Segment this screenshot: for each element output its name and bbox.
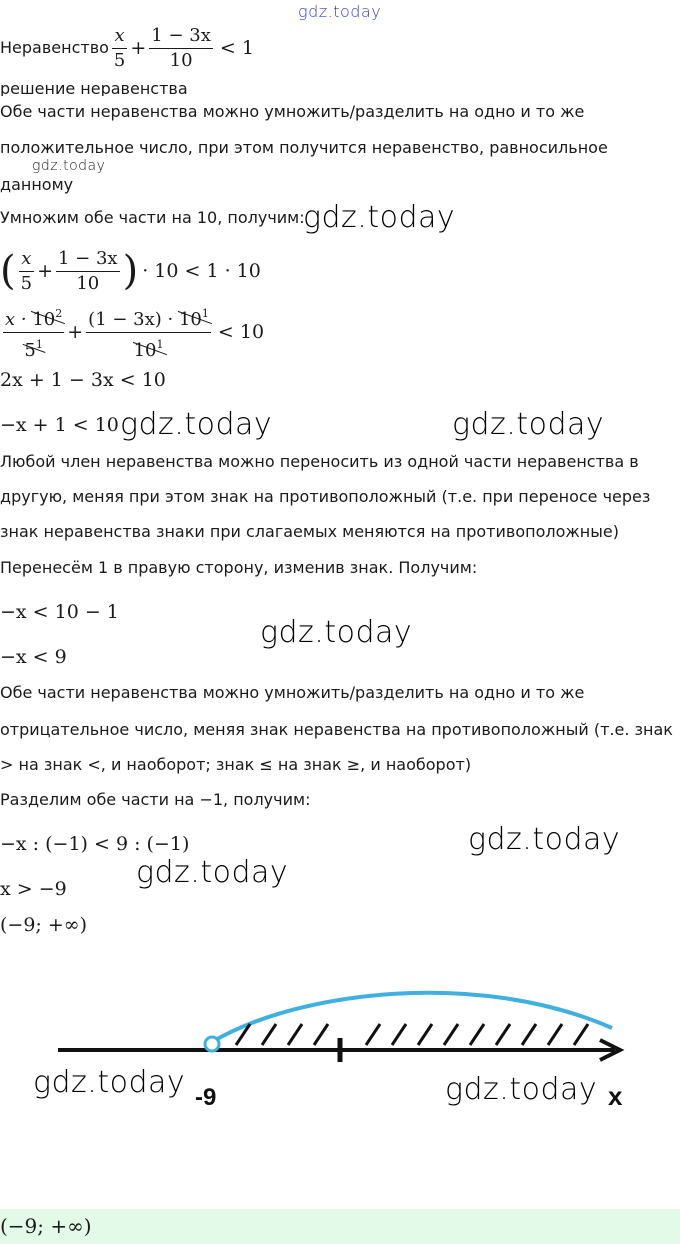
step-mult-frac1-num: x <box>19 249 34 272</box>
cancel-frac1-den <box>3 333 64 361</box>
rule3-line3: > на знак <, и наоборот; знак ≤ на знак ≥, и наоборот) <box>0 755 472 774</box>
cancel-t2-num-b <box>179 304 209 330</box>
solution-arc <box>212 993 612 1042</box>
open-point <box>205 1037 219 1051</box>
cancel-rest: < 10 <box>217 321 265 343</box>
watermark-8: gdz.today <box>445 1072 598 1107</box>
cancel-t1-num-b <box>32 304 62 330</box>
cancel-frac2-num <box>86 304 211 333</box>
cancel-frac1-num <box>3 304 64 333</box>
interval-text: (−9; +∞) <box>0 914 88 936</box>
transfer-text: Перенесём 1 в правую сторону, изменив знак. Получим: <box>0 558 478 577</box>
step8: x > −9 <box>0 878 67 900</box>
cancel-t2-den-sup: 1 <box>156 337 164 351</box>
cancel-t1-num-sup: 2 <box>55 306 63 320</box>
multiply-text: Умножим обе части на 10, получим: <box>0 208 305 227</box>
paren-close: ) <box>122 248 139 294</box>
rule1-line2: положительное число, при этом получится неравенство, равносильное <box>0 138 608 157</box>
step3: 2x + 1 − 3x < 10 <box>0 369 166 391</box>
watermark-3: gdz.today <box>452 407 605 442</box>
header-frac1 <box>112 26 127 71</box>
header-frac2-den: 10 <box>169 49 193 71</box>
header-frac2 <box>149 26 213 71</box>
watermark-4: gdz.today <box>260 615 413 650</box>
step-mult-frac1 <box>19 249 34 294</box>
rule2-line3: знак неравенства знаки при слагаемых меняются на противоположные) <box>0 522 619 541</box>
rule2-line1: Любой член неравенства можно переносить из одной части неравенства в <box>0 452 639 471</box>
header-inequality <box>0 22 254 74</box>
watermark-top: gdz.today <box>298 2 382 21</box>
divide-text: Разделим обе части на −1, получим: <box>0 790 311 809</box>
answer-box <box>0 1209 680 1244</box>
header-rel: < 1 <box>219 37 254 59</box>
point-label: -9 <box>195 1084 217 1110</box>
axis-label: x <box>608 1081 623 1110</box>
rule1-line1: Обе части неравенства можно умножить/разделить на одно и то же <box>0 102 585 121</box>
step6: −x < 9 <box>0 646 67 668</box>
step-cancel <box>0 305 264 359</box>
rule3-line1: Обе части неравенства можно умножить/разделить на одно и то же <box>0 683 585 702</box>
step-mult-frac2-den: 10 <box>76 272 100 294</box>
cancel-t2-num-b-val: 10 <box>178 308 202 330</box>
step-mult-frac2-num: 1 − 3x <box>56 249 120 272</box>
header-frac1-num: x <box>112 26 127 49</box>
cancel-t1-den-sup: 1 <box>35 337 43 351</box>
section-title-wrap <box>0 79 300 96</box>
step4: −x + 1 < 10 <box>0 414 119 436</box>
header-frac1-den: 5 <box>113 49 126 71</box>
section-title: решение неравенства <box>0 79 188 96</box>
step5: −x < 10 − 1 <box>0 601 119 623</box>
cancel-frac2-den <box>86 333 211 361</box>
cancel-t1-num-a: x · <box>5 308 27 330</box>
watermark-small: gdz.today <box>32 158 106 174</box>
cancel-frac1 <box>3 304 64 361</box>
cancel-frac2 <box>86 304 211 361</box>
rule3-line2: отрицательное число, меняя знак неравенства на противоположный (т.е. знак <box>0 720 673 739</box>
watermark-7: gdz.today <box>33 1065 186 1100</box>
step-mult-frac2 <box>56 249 120 294</box>
cancel-t2-den-val: 10 <box>133 339 157 361</box>
cancel-t1-den <box>24 335 42 361</box>
rule2-line2: другую, меняя при этом знак на противоположный (т.е. при переносе через <box>0 487 651 506</box>
cancel-t2-num-sup: 1 <box>201 306 209 320</box>
step7: −x : (−1) < 9 : (−1) <box>0 833 190 855</box>
watermark-1: gdz.today <box>303 200 456 235</box>
header-prefix: Неравенство <box>0 38 109 57</box>
step-multiply <box>0 243 261 299</box>
hatching <box>236 1024 588 1045</box>
watermark-2: gdz.today <box>120 407 273 442</box>
cancel-t2-num-a: (1 − 3x) · <box>88 308 174 330</box>
header-frac2-num: 1 − 3x <box>149 26 213 49</box>
step-mult-plus: + <box>37 260 53 282</box>
watermark-6: gdz.today <box>136 855 289 890</box>
cancel-t1-den-val: 5 <box>24 339 36 361</box>
step-mult-frac1-den: 5 <box>20 272 33 294</box>
cancel-plus: + <box>67 321 84 343</box>
header-plus: + <box>130 37 147 59</box>
paren-open: ( <box>0 248 16 294</box>
watermark-5: gdz.today <box>468 822 621 857</box>
rule1-line3: данному <box>0 175 74 194</box>
step-mult-rest: · 10 < 1 · 10 <box>142 260 261 282</box>
cancel-t2-den <box>134 335 164 361</box>
answer-text: (−9; +∞) <box>0 1214 92 1238</box>
cancel-t1-num-b-val: 10 <box>32 308 56 330</box>
